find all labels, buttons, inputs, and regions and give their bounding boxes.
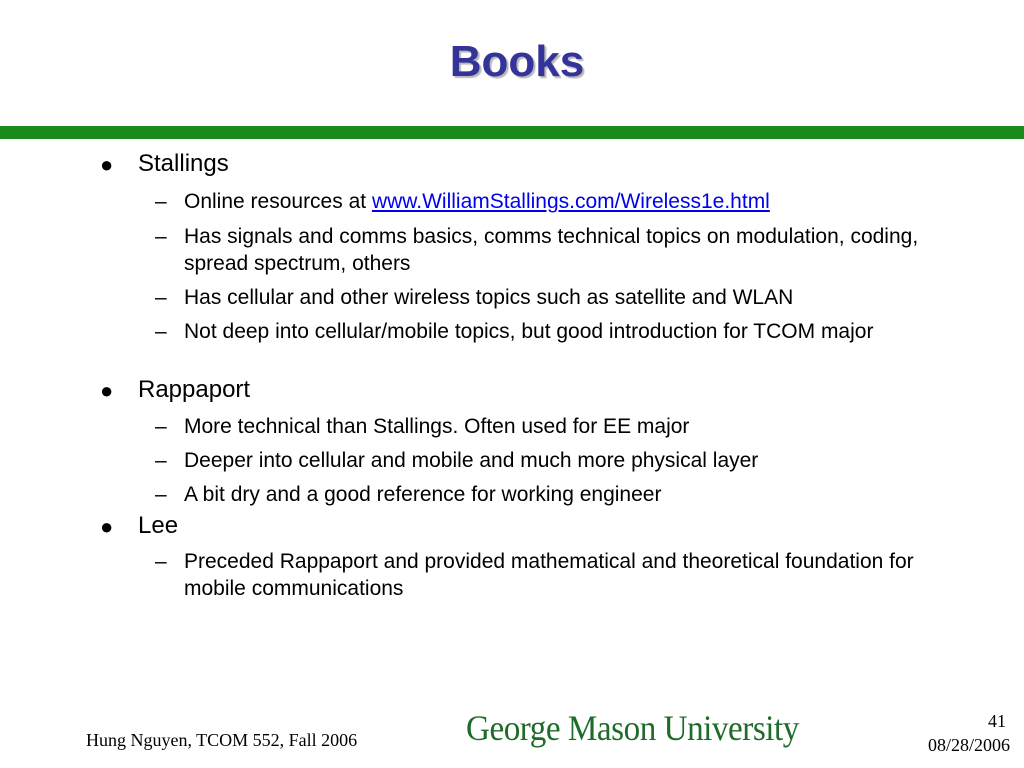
bullet-lee: Lee (138, 512, 179, 539)
dash-icon: – (155, 190, 167, 213)
dash-icon: – (155, 415, 167, 438)
slide-title: Books (449, 37, 585, 86)
title-divider (0, 126, 1024, 139)
sub-item-text: Online resources at (184, 190, 372, 213)
bullet-icon: ● (100, 514, 114, 539)
sub-item-text: Preceded Rappaport and provided mathematical and theoretical foundation for mobile communications (184, 550, 914, 600)
dash-icon: – (155, 449, 167, 472)
bullet-icon: ● (100, 152, 114, 177)
sub-item-text: A bit dry and a good reference for working engineer (184, 483, 662, 506)
sub-item-text: More technical than Stallings. Often used for EE major (184, 415, 690, 438)
footer-date: 08/28/2006 (927, 735, 1010, 755)
dash-icon: – (155, 550, 167, 573)
dash-icon: – (155, 320, 167, 343)
bullet-icon: ● (100, 378, 114, 403)
page-number: 41 (988, 711, 1006, 731)
bullet-rappaport: Rappaport (138, 376, 251, 403)
sub-item-text: Has signals and comms basics, comms technical topics on modulation, coding, spread spectrum, others (184, 225, 919, 275)
sub-item-text: Has cellular and other wireless topics such as satellite and WLAN (184, 286, 794, 309)
sub-item-text: Not deep into cellular/mobile topics, but good introduction for TCOM major (184, 320, 874, 343)
sub-item-text: Deeper into cellular and mobile and much more physical layer (184, 449, 759, 472)
sub-item-online-resources (184, 188, 944, 215)
dash-icon: – (155, 286, 167, 309)
dash-icon: – (155, 483, 167, 506)
footer-author: Hung Nguyen, TCOM 552, Fall 2006 (86, 730, 358, 750)
university-logo: George Mason University (466, 708, 799, 748)
stallings-link[interactable]: www.WilliamStallings.com/Wireless1e.html (371, 190, 770, 213)
bullet-stallings: Stallings (138, 150, 229, 177)
dash-icon: – (155, 225, 167, 248)
